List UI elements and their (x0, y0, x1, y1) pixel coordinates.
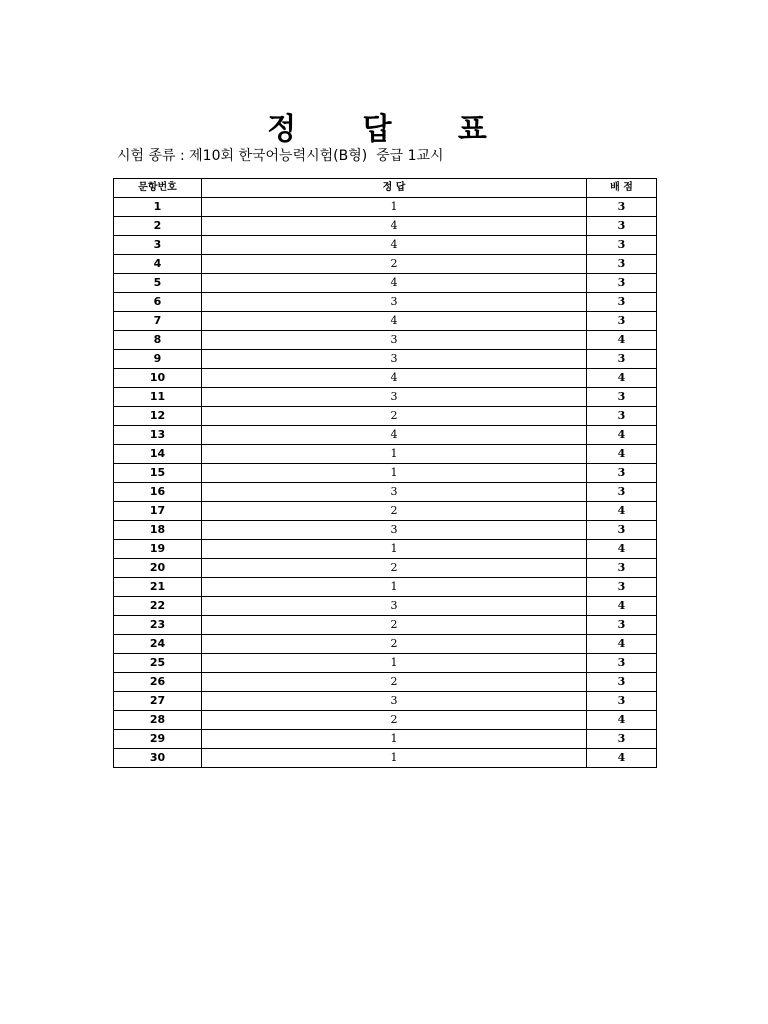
table-row (114, 217, 657, 236)
points-cell: 3 (587, 198, 657, 217)
answer-cell: 4 (202, 369, 587, 388)
table-row (114, 616, 657, 635)
points-cell: 4 (587, 540, 657, 559)
points-cell: 3 (587, 293, 657, 312)
table-row (114, 673, 657, 692)
question-number-cell: 12 (114, 407, 202, 426)
answer-cell: 2 (202, 255, 587, 274)
table-row (114, 711, 657, 730)
question-number-cell: 21 (114, 578, 202, 597)
answer-cell: 1 (202, 198, 587, 217)
answer-cell: 4 (202, 312, 587, 331)
page-title: 정 답 표 (267, 112, 515, 147)
points-cell: 3 (587, 654, 657, 673)
points-cell: 4 (587, 597, 657, 616)
points-cell: 4 (587, 749, 657, 768)
question-number-cell: 1 (114, 198, 202, 217)
answer-cell: 2 (202, 559, 587, 578)
table-row (114, 369, 657, 388)
question-number-cell: 29 (114, 730, 202, 749)
points-cell: 3 (587, 578, 657, 597)
answer-cell: 3 (202, 521, 587, 540)
question-number-cell: 16 (114, 483, 202, 502)
answer-cell: 2 (202, 635, 587, 654)
question-number-cell: 19 (114, 540, 202, 559)
answer-cell: 3 (202, 350, 587, 369)
question-number-cell: 26 (114, 673, 202, 692)
question-number-cell: 5 (114, 274, 202, 293)
question-number-cell: 28 (114, 711, 202, 730)
table-row (114, 635, 657, 654)
question-number-cell: 23 (114, 616, 202, 635)
points-cell: 3 (587, 673, 657, 692)
table-row (114, 559, 657, 578)
question-number-cell: 17 (114, 502, 202, 521)
table-row (114, 274, 657, 293)
points-cell: 3 (587, 236, 657, 255)
answer-cell: 1 (202, 540, 587, 559)
points-cell: 4 (587, 711, 657, 730)
answer-cell: 3 (202, 692, 587, 711)
header-answer: 정 답 (202, 179, 587, 198)
table-row (114, 445, 657, 464)
question-number-cell: 11 (114, 388, 202, 407)
points-cell: 4 (587, 426, 657, 445)
table-header-row (114, 179, 657, 198)
table-row (114, 236, 657, 255)
answer-cell: 3 (202, 331, 587, 350)
question-number-cell: 27 (114, 692, 202, 711)
table-row (114, 312, 657, 331)
table-row (114, 521, 657, 540)
answer-cell: 1 (202, 654, 587, 673)
answer-cell: 4 (202, 236, 587, 255)
points-cell: 3 (587, 217, 657, 236)
points-cell: 3 (587, 407, 657, 426)
table-row (114, 255, 657, 274)
answer-cell: 2 (202, 616, 587, 635)
points-cell: 4 (587, 502, 657, 521)
question-number-cell: 30 (114, 749, 202, 768)
points-cell: 3 (587, 616, 657, 635)
answer-cell: 3 (202, 483, 587, 502)
answer-cell: 1 (202, 578, 587, 597)
question-number-cell: 3 (114, 236, 202, 255)
answer-cell: 3 (202, 388, 587, 407)
question-number-cell: 20 (114, 559, 202, 578)
question-number-cell: 9 (114, 350, 202, 369)
header-points: 배 점 (587, 179, 657, 198)
answer-cell: 2 (202, 407, 587, 426)
points-cell: 3 (587, 350, 657, 369)
answer-cell: 4 (202, 217, 587, 236)
table-row (114, 502, 657, 521)
question-number-cell: 14 (114, 445, 202, 464)
question-number-cell: 7 (114, 312, 202, 331)
table-row (114, 407, 657, 426)
table-row (114, 692, 657, 711)
table-row (114, 426, 657, 445)
points-cell: 4 (587, 369, 657, 388)
answer-cell: 1 (202, 730, 587, 749)
answer-cell: 3 (202, 597, 587, 616)
table-row (114, 597, 657, 616)
question-number-cell: 24 (114, 635, 202, 654)
question-number-cell: 22 (114, 597, 202, 616)
answer-cell: 2 (202, 711, 587, 730)
header-question-number: 문항번호 (114, 179, 202, 198)
answer-cell: 4 (202, 274, 587, 293)
table-row (114, 198, 657, 217)
points-cell: 3 (587, 521, 657, 540)
table-row (114, 654, 657, 673)
question-number-cell: 25 (114, 654, 202, 673)
answer-cell: 2 (202, 673, 587, 692)
question-number-cell: 18 (114, 521, 202, 540)
answer-cell: 2 (202, 502, 587, 521)
points-cell: 3 (587, 730, 657, 749)
table-row (114, 350, 657, 369)
answer-cell: 1 (202, 464, 587, 483)
question-number-cell: 4 (114, 255, 202, 274)
points-cell: 3 (587, 255, 657, 274)
exam-type-subtitle: 시험 종류 : 제10회 한국어능력시험(B형) 중급 1교시 (117, 148, 444, 164)
question-number-cell: 6 (114, 293, 202, 312)
question-number-cell: 2 (114, 217, 202, 236)
question-number-cell: 13 (114, 426, 202, 445)
table-row (114, 730, 657, 749)
table-row (114, 540, 657, 559)
question-number-cell: 8 (114, 331, 202, 350)
answer-rows (114, 198, 657, 768)
table-row (114, 293, 657, 312)
table-row (114, 388, 657, 407)
points-cell: 4 (587, 445, 657, 464)
points-cell: 3 (587, 559, 657, 578)
answer-key-table (113, 178, 657, 768)
question-number-cell: 10 (114, 369, 202, 388)
points-cell: 3 (587, 464, 657, 483)
points-cell: 3 (587, 483, 657, 502)
answer-cell: 3 (202, 293, 587, 312)
points-cell: 4 (587, 331, 657, 350)
points-cell: 3 (587, 388, 657, 407)
table-row (114, 464, 657, 483)
answer-cell: 1 (202, 749, 587, 768)
points-cell: 3 (587, 692, 657, 711)
points-cell: 3 (587, 312, 657, 331)
question-number-cell: 15 (114, 464, 202, 483)
answer-cell: 4 (202, 426, 587, 445)
points-cell: 3 (587, 274, 657, 293)
table-row (114, 483, 657, 502)
table-row (114, 331, 657, 350)
answer-cell: 1 (202, 445, 587, 464)
table-row (114, 749, 657, 768)
table-row (114, 578, 657, 597)
points-cell: 4 (587, 635, 657, 654)
